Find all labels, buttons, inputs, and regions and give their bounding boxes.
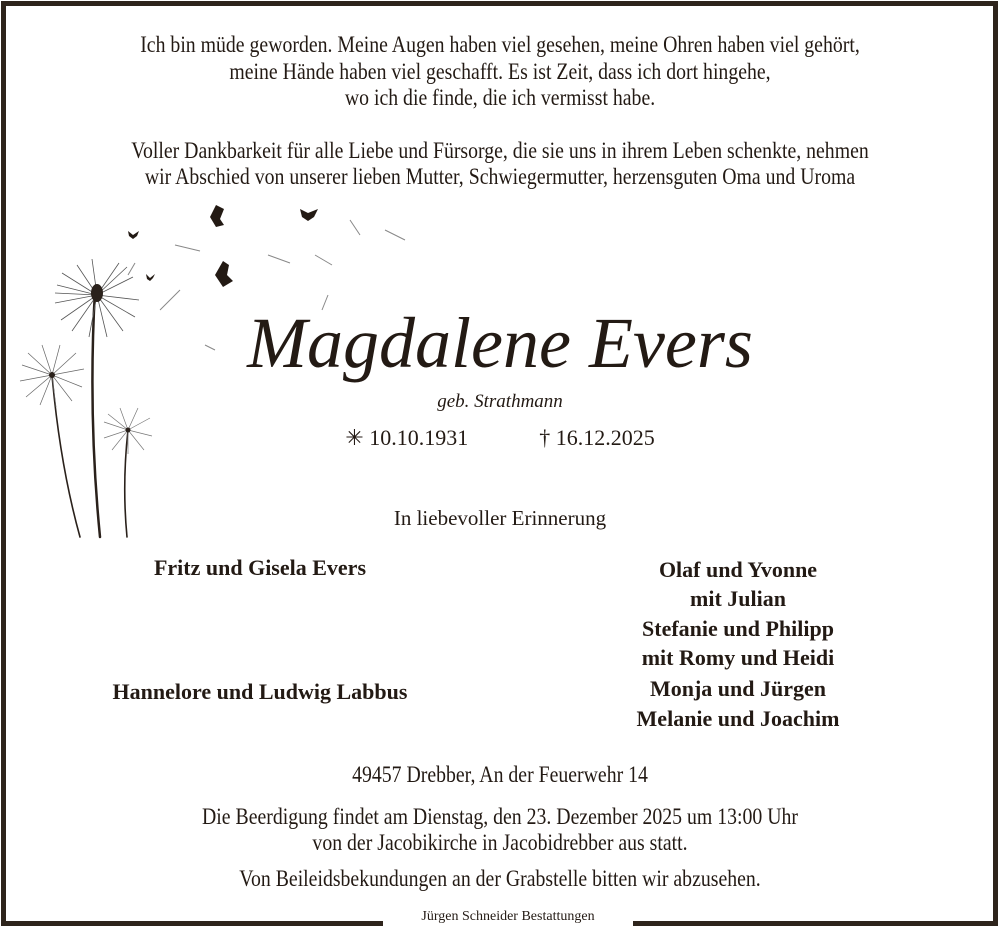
poem-line-2: meine Hände haben viel geschafft. Es ist Zeit, dass ich dort hingehe, <box>229 59 771 84</box>
dandelion-center <box>91 284 103 302</box>
maiden-name: geb. Strathmann <box>437 391 563 412</box>
thanks-line-1: Voller Dankbarkeit für alle Liebe und Fürsorge, die sie uns in ihrem Leben schenkte, nehmen <box>131 138 869 163</box>
mourner-right-3: Stefanie und Philipp <box>642 616 834 641</box>
funeral-line-1: Die Beerdigung findet am Dienstag, den 23. Dezember 2025 um 13:00 Uhr <box>201 804 799 829</box>
birth-star-icon: ✳ <box>345 425 364 450</box>
poem-line-1: Ich bin müde geworden. Meine Augen haben viel gesehen, meine Ohren haben viel gehört, <box>140 32 860 57</box>
life-dates <box>0 425 1000 451</box>
memory-line: In liebevoller Erinnerung <box>393 506 607 530</box>
mourner-left-1: Fritz und Gisela Evers <box>153 555 367 580</box>
deceased-name: Magdalene Evers <box>247 303 753 383</box>
death-cross-icon: † <box>539 425 551 450</box>
undertaker-name: Jürgen Schneider Bestattungen <box>421 909 595 924</box>
mourner-right-5: Monja und Jürgen <box>649 676 827 701</box>
funeral-line-2: von der Jacobikirche in Jacobidrebber aus statt. <box>312 830 688 855</box>
mourner-right-2: mit Julian <box>690 586 786 611</box>
mourner-right-4: mit Romy und Heidi <box>641 645 835 670</box>
mourner-right-6: Melanie und Joachim <box>636 706 840 731</box>
poem-line-3: wo ich die finde, die ich vermisst habe. <box>344 85 656 110</box>
address: 49457 Drebber, An der Feuerwehr 14 <box>352 762 648 787</box>
mourner-left-2: Hannelore und Ludwig Labbus <box>112 679 408 704</box>
death-date: 16.12.2025 <box>555 425 655 450</box>
condolence-note: Von Beileidsbekundungen an der Grabstelle bitten wir abzusehen. <box>239 866 761 891</box>
mourner-right-1: Olaf und Yvonne <box>658 557 818 582</box>
butterflies <box>128 205 318 287</box>
thanks-line-2: wir Abschied von unserer lieben Mutter, Schwiegermutter, herzensguten Oma und Uroma <box>144 164 856 189</box>
birth-date: 10.10.1931 <box>369 425 469 450</box>
